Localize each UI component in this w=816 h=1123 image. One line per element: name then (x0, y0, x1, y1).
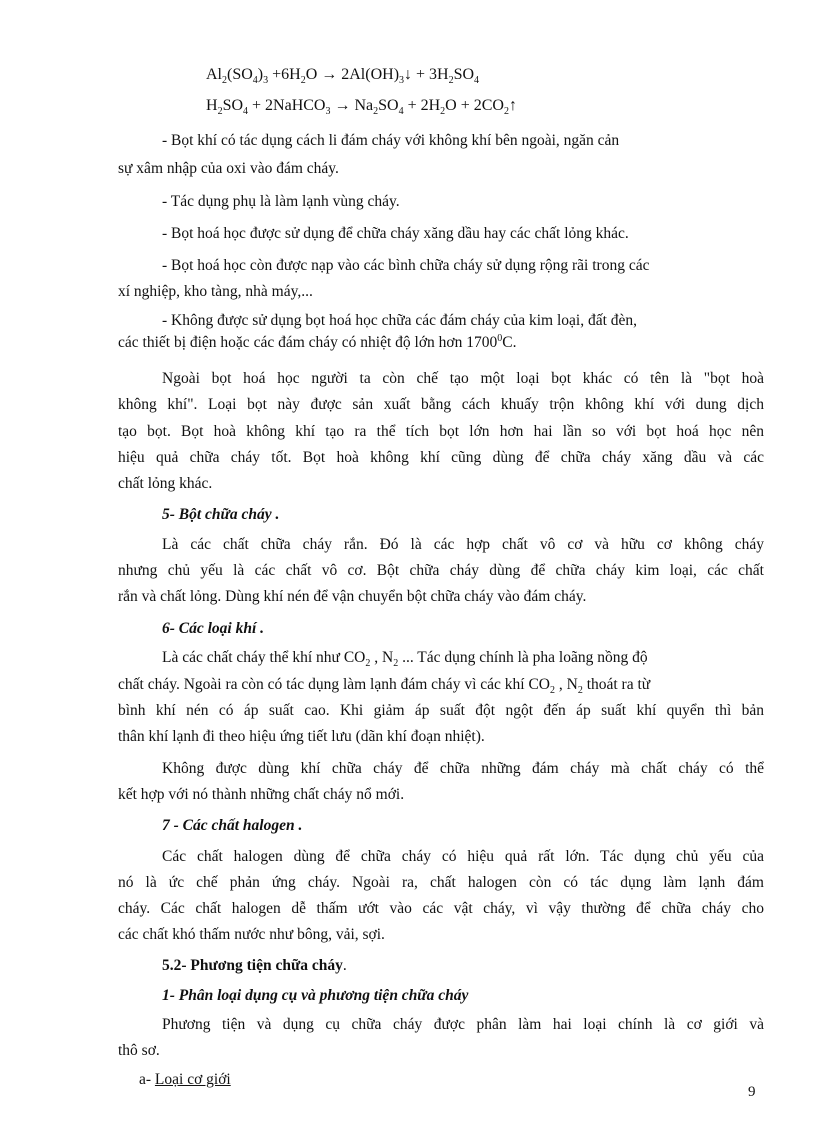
subscript: 2 (393, 658, 399, 670)
text-span: chất cháy. Ngoài ra còn có tác dụng làm lạnh đám cháy vì các khí CO (118, 676, 550, 693)
eq1-text: ) (257, 66, 264, 83)
eq1-text: 2Al(OH) (337, 66, 400, 83)
section-heading: 7 - Các chất halogen . (162, 817, 303, 834)
text-span: thoát ra từ (582, 676, 651, 693)
eq2-sub: 4 (398, 106, 404, 118)
section-heading-5-2 (162, 958, 347, 974)
text-span: , N (554, 676, 578, 693)
paragraph-line: Không được dùng khí chữa cháy để chữa những đám cháy mà chất cháy có thể (162, 760, 764, 777)
list-item-a (139, 1072, 231, 1088)
paragraph-line: các chất khó thấm nước như bông, vải, sợi. (118, 926, 385, 943)
eq1-text: SO (453, 66, 475, 83)
paragraph-line: nhưng chủ yếu là các chất vô cơ. Bột chữa cháy dùng để chữa cháy kim loại, các chất (118, 562, 764, 579)
paragraph-line: kết hợp với nó thành những chất cháy nổ mới. (118, 786, 405, 803)
eq1-sub: 3 (263, 75, 269, 87)
eq1-text: (SO (227, 66, 253, 83)
eq2-sub: 3 (325, 106, 331, 118)
reaction-arrow-icon: → (321, 66, 338, 83)
eq2-sub: 4 (243, 106, 249, 118)
paragraph-line: rắn và chất lỏng. Dùng khí nén để vận chuyển bột chữa cháy vào đám cháy. (118, 588, 587, 605)
eq1-text: Al (206, 66, 222, 83)
eq2-text: O + 2CO (445, 97, 504, 114)
eq1-sub: 2 (300, 75, 306, 87)
text-line: sự xâm nhập của oxi vào đám cháy. (118, 160, 339, 177)
paragraph-line: bình khí nén có áp suất cao. Khi giảm áp suất đột ngột đến áp suất khí quyển thì bản (118, 702, 764, 719)
precipitate-arrow-icon: ↓ (404, 66, 413, 83)
subsection-heading: 1- Phân loại dụng cụ và phương tiện chữa cháy (162, 987, 469, 1004)
eq2-text: + 2H (403, 97, 441, 114)
paragraph-line: Là các chất chữa cháy rắn. Đó là các hợp chất vô cơ và hữu cơ không cháy (162, 536, 764, 553)
equation-1 (206, 66, 480, 87)
text-span: , N (370, 649, 394, 666)
heading-text: 5.2- Phương tiện chữa cháy (162, 957, 343, 974)
eq2-text: SO (222, 97, 244, 114)
gas-arrow-icon: ↑ (508, 97, 517, 114)
eq1-sub: 2 (448, 75, 454, 87)
paragraph-line: cháy. Các chất halogen dễ thấm ướt vào các vật cháy, vì vậy thường để chữa cháy cho (118, 900, 764, 917)
degree-sup: 0 (497, 332, 503, 344)
eq2-sub: 2 (440, 106, 446, 118)
eq2-text: Na (350, 97, 374, 114)
paragraph-line (162, 649, 648, 670)
paragraph-line: không khí". Loại bọt này được sản xuất bằng cách khuấy trộn không khí với dung dịch (118, 396, 764, 413)
equation-2 (206, 97, 517, 118)
text-span: các thiết bị điện hoặc các đám cháy có nhiệt độ lớn hơn 1700 (118, 334, 498, 351)
section-heading: 6- Các loại khí . (162, 620, 265, 637)
heading-dot: . (342, 957, 347, 974)
subscript: 2 (549, 685, 555, 697)
text-span: Là các chất cháy thể khí như CO (162, 649, 366, 666)
paragraph-line (118, 676, 651, 697)
eq1-sub: 3 (399, 75, 405, 87)
eq2-sub: 2 (503, 106, 509, 118)
eq2-sub: 2 (373, 106, 379, 118)
eq2-text: H (206, 97, 218, 114)
paragraph-line: hiệu quả chữa cháy tốt. Bọt hoà không khí cũng dùng để chữa cháy xăng dầu và các (118, 449, 764, 466)
subscript: 2 (365, 658, 371, 670)
page-number: 9 (748, 1084, 756, 1100)
text-line: xí nghiệp, kho tàng, nhà máy,... (118, 283, 313, 300)
eq1-text: O (305, 66, 322, 83)
paragraph-line: nó là ức chế phản ứng cháy. Ngoài ra, chất halogen còn có tác dụng làm lạnh đám (118, 874, 764, 891)
paragraph-line: Các chất halogen dùng để chữa cháy có hiệu quả rất lớn. Tác dụng chủ yếu của (162, 848, 764, 865)
eq2-text: + 2NaHCO (248, 97, 326, 114)
paragraph-line: Phương tiện và dụng cụ chữa cháy được phân làm hai loại chính là cơ giới và (162, 1016, 764, 1033)
bullet-line: - Tác dụng phụ là làm lạnh vùng cháy. (162, 193, 400, 210)
bullet-line: - Không được sử dụng bọt hoá học chữa các đám cháy của kim loại, đất đèn, (162, 312, 638, 329)
paragraph-line: thô sơ. (118, 1042, 160, 1059)
eq1-sub: 4 (474, 75, 480, 87)
bullet-line: - Bọt khí có tác dụng cách li đám cháy với không khí bên ngoài, ngăn cản (162, 132, 620, 149)
section-heading: 5- Bột chữa cháy . (162, 506, 280, 523)
text-span: ... Tác dụng chính là pha loãng nồng độ (398, 649, 648, 666)
paragraph-line: tạo bọt. Bọt hoà không khí tạo ra thể tích bọt lớn hơn hai lần so với bọt hoá học nên (118, 423, 764, 440)
subscript: 2 (577, 685, 583, 697)
eq1-text: +6H (268, 66, 301, 83)
paragraph-line: chất lỏng khác. (118, 475, 213, 492)
list-label: Loại cơ giới (154, 1071, 231, 1088)
list-prefix: a- (139, 1071, 155, 1088)
paragraph-line: thân khí lạnh đi theo hiệu ứng tiết lưu (dãn khí đoạn nhiệt). (118, 728, 485, 745)
bullet-line: - Bọt hoá học được sử dụng để chữa cháy xăng dầu hay các chất lỏng khác. (162, 225, 629, 242)
bullet-line: - Bọt hoá học còn được nạp vào các bình chữa cháy sử dụng rộng rãi trong các (162, 257, 650, 274)
eq1-sub: 4 (252, 75, 258, 87)
eq1-sub: 2 (222, 75, 227, 87)
reaction-arrow-icon: → (330, 97, 351, 114)
paragraph-line: Ngoài bọt hoá học người ta còn chế tạo một loại bọt khác có tên là "bọt hoà (162, 370, 764, 387)
eq2-text: SO (378, 97, 399, 114)
eq2-sub: 2 (217, 106, 223, 118)
text-span: C. (502, 334, 517, 351)
eq1-text: + 3H (412, 66, 449, 83)
text-line (118, 332, 517, 351)
